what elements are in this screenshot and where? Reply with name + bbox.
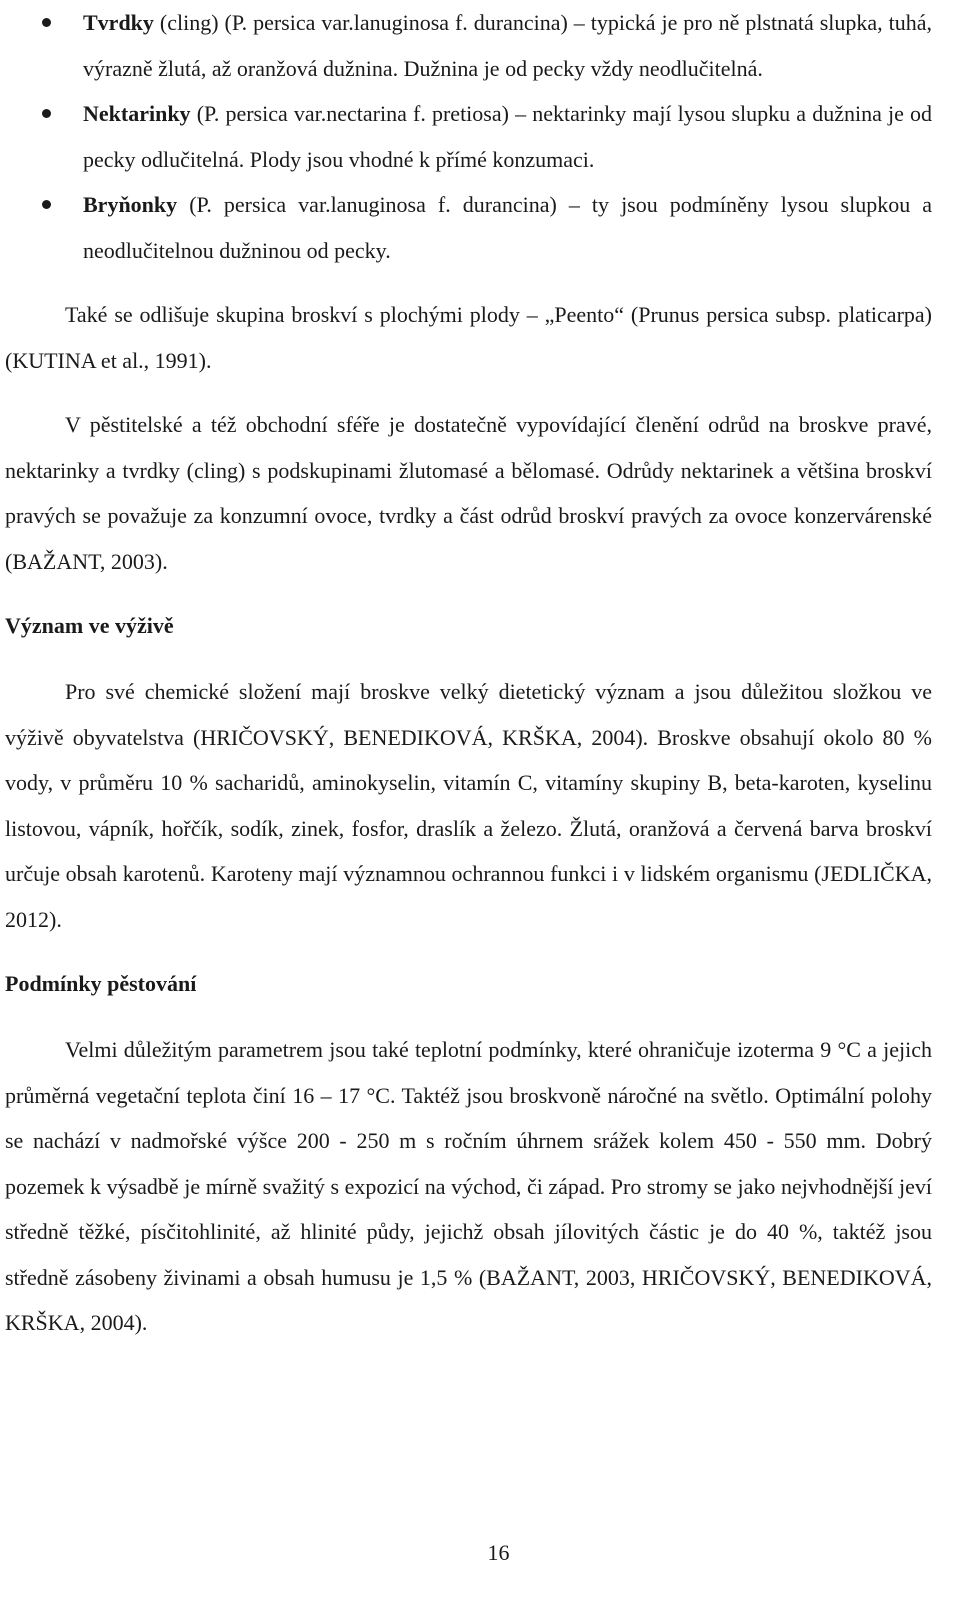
paragraph-peento: Také se odlišuje skupina broskví s plochými plody – „Peento“ (Prunus persica subsp. platicarpa) (KUTINA et al., 1991). [5, 302, 932, 373]
list-item [5, 91, 932, 182]
list-item [5, 182, 932, 273]
list-item-term: Tvrdky [83, 10, 154, 35]
list-item-text: (P. persica var.lanuginosa f. durancina) – ty jsou podmíněny lysou slupkou a neodlučitelnou dužninou od pecky. [83, 192, 932, 263]
list-item [5, 0, 932, 91]
list-item-term: Bryňonky [83, 192, 178, 217]
list-item-text: (cling) (P. persica var.lanuginosa f. durancina) – typická je pro ně plstnatá slupka, tuhá, výrazně žlutá, až oranžová dužnina. Dužnina je od pecky vždy neodlučitelná. [83, 10, 932, 81]
paragraph-conditions: Velmi důležitým parametrem jsou také teplotní podmínky, které ohraničuje izoterma 9 °C a jejich průměrná vegetační teplota činí 16 – 17 °C. Taktéž jsou broskvoně náročné na světlo. Optimální polohy se nachází v nadmořské výšce 200 - 250 m s ročním úhrnem srážek kolem 450 - 550 mm. Dobrý pozemek k výsadbě je mírně svažitý s expozicí na východ, či západ. Pro stromy se jako nejvhodnější jeví středně těžké, písčitohlinité, až hlinité půdy, jejichž obsah jílovitých částic je do 40 %, taktéž jsou středně zásobeny živinami a obsah humusu je 1,5 % (BAŽANT, 2003, HRIČOVSKÝ, BENEDIKOVÁ, KRŠKA, 2004). [5, 1037, 932, 1335]
paragraph-nutrition: Pro své chemické složení mají broskve velký dietetický význam a jsou důležitou složkou ve výživě obyvatelstva (HRIČOVSKÝ, BENEDIKOVÁ, KRŠKA, 2004). Broskve obsahují okolo 80 % vody, v průměru 10 % sacharidů, aminokyselin, vitamín C, vitamíny skupiny B, beta-karoten, kyselinu listovou, vápník, hořčík, sodík, zinek, fosfor, draslík a železo. Žlutá, oranžová a červená barva broskví určuje obsah karotenů. Karoteny mají významnou ochrannou funkci i v lidském organismu (JEDLIČKA, 2012). [5, 679, 932, 932]
page-number: 16 [487, 1540, 510, 1565]
list-item-term: Nektarinky [83, 101, 191, 126]
list-item-text: (P. persica var.nectarina f. pretiosa) – nektarinky mají lysou slupku a dužnina je od pecky odlučitelná. Plody jsou vhodné k přímé konzumaci. [83, 101, 932, 172]
peach-types-list [5, 0, 932, 273]
document-page [5, 0, 932, 1346]
heading-conditions: Podmínky pěstování [5, 971, 197, 996]
paragraph-classification: V pěstitelské a též obchodní sféře je dostatečně vypovídající členění odrůd na broskve pravé, nektarinky a tvrdky (cling) s podskupinami žlutomasé a bělomasé. Odrůdy nektarinek a většina broskví pravých se považuje za konzumní ovoce, tvrdky a část odrůd broskví pravých za ovoce konzervárenské (BAŽANT, 2003). [5, 412, 932, 574]
heading-nutrition: Význam ve výživě [5, 613, 174, 638]
